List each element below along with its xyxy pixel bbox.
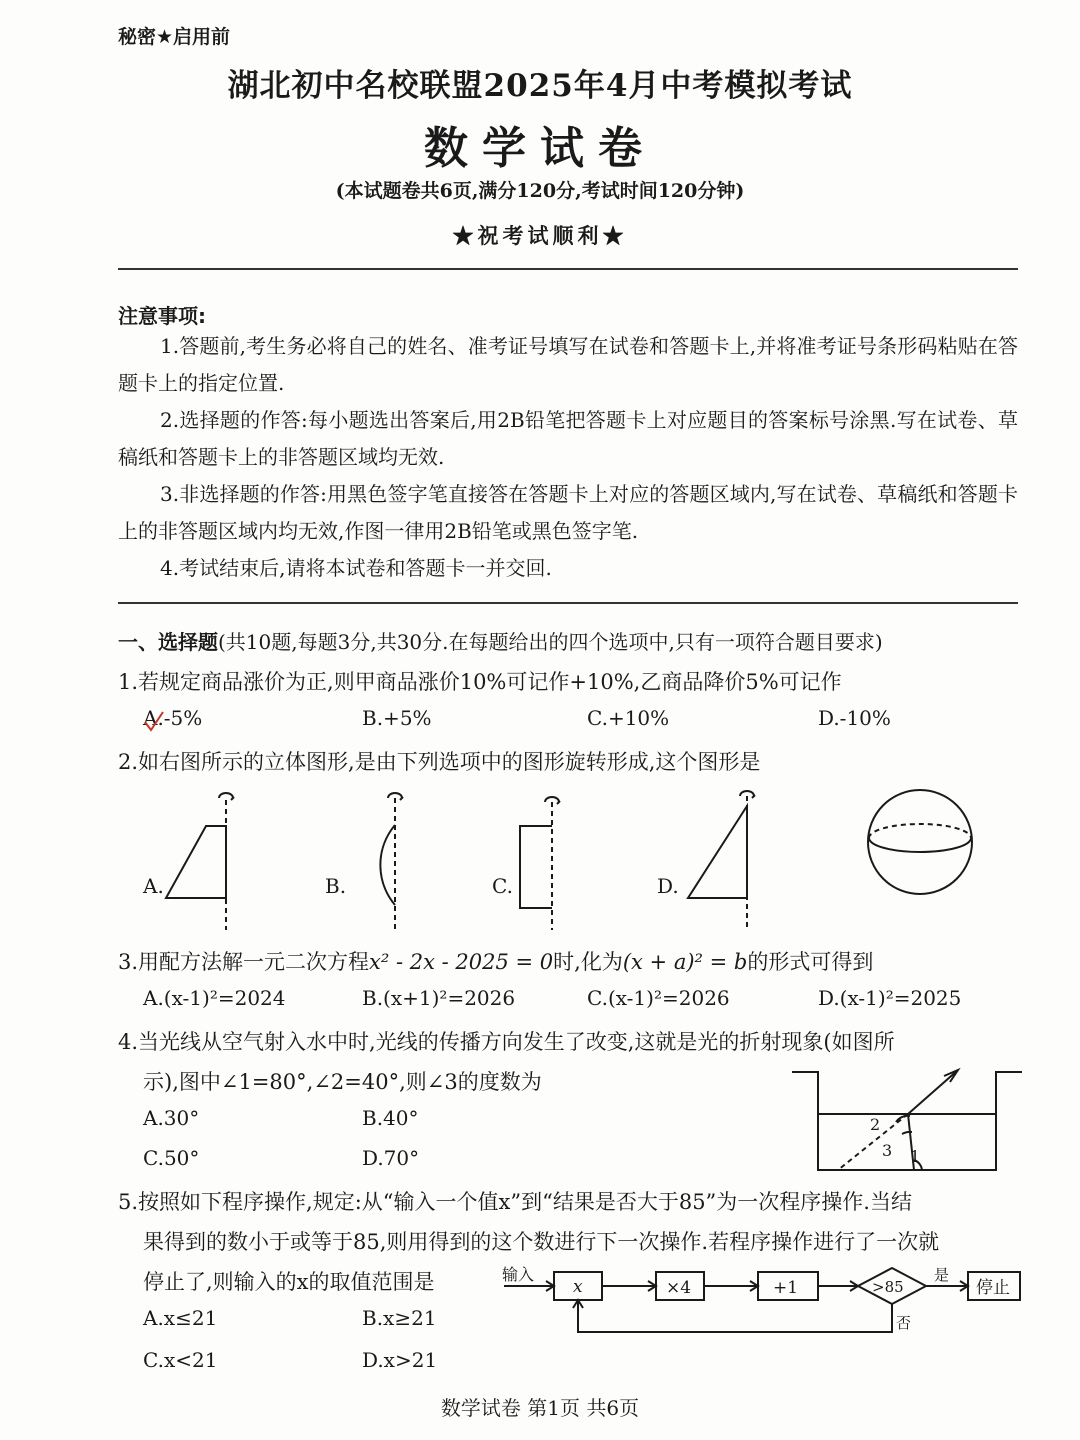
note-item-4: 4.考试结束后,请将本试卷和答题卡一并交回. — [160, 556, 552, 580]
q1-option-a: A.-5% — [143, 706, 203, 730]
q5-option-c: C.x<21 — [143, 1348, 218, 1372]
flow-input-label: 输入 — [502, 1265, 535, 1284]
figure-c-rectangle — [520, 797, 560, 930]
subject-title: 数学试卷 — [424, 123, 656, 174]
exam-title: 湖北初中名校联盟2025年4月中考模拟考试 — [227, 68, 853, 104]
q4-stem-line2: 示),图中∠1=80°,∠2=40°,则∠3的度数为 — [143, 1070, 542, 1094]
q2-option-d: D. — [657, 874, 679, 898]
q2-option-a: A. — [143, 874, 164, 898]
handwritten-check-mark — [143, 706, 173, 736]
figure-b-semicircle — [380, 793, 403, 930]
q1-option-c: C.+10% — [587, 706, 670, 730]
q3-target-form: (x + a)² = b — [622, 950, 748, 974]
flow-no-label: 否 — [896, 1314, 912, 1332]
exam-info: (本试题卷共6页,满分120分,考试时间120分钟) — [335, 180, 745, 202]
q1-stem: 1.若规定商品涨价为正,则甲商品涨价10%可记作+10%,乙商品降价5%可记作 — [118, 670, 842, 694]
q3-option-b: B.(x+1)²=2026 — [362, 986, 516, 1010]
q3-stem — [118, 946, 873, 976]
q2-stem: 2.如右图所示的立体图形,是由下列选项中的图形旋转形成,这个图形是 — [118, 750, 761, 774]
q5-option-b: B.x≥21 — [362, 1306, 437, 1330]
q3-stem-part1: 3.用配方法解一元二次方程 — [118, 950, 370, 974]
flow-box-x-text: x — [573, 1277, 583, 1297]
flow-box-times4-text: ×4 — [666, 1278, 692, 1298]
q3-stem-part2: 时,化为 — [553, 950, 623, 974]
flow-box-plus1-text: +1 — [773, 1278, 799, 1298]
q2-option-c: C. — [492, 874, 513, 898]
q5-option-d: D.x>21 — [362, 1348, 438, 1372]
q1-option-b: B.+5% — [362, 706, 432, 730]
figure-a-trapezoid — [166, 793, 234, 930]
q3-option-a: A.(x-1)²=2024 — [143, 986, 286, 1010]
water-container — [792, 1072, 1022, 1170]
q2-figures — [118, 780, 1018, 940]
figure-d-triangle — [688, 791, 755, 930]
note-item-1: 1.答题前,考生务必将自己的姓名、准考证号填写在试卷和答题卡上,并将准考证号条形码粘贴在答题卡上的指定位置. — [118, 334, 1018, 395]
sphere-figure — [868, 790, 972, 894]
q5-stem-line1: 5.按照如下程序操作,规定:从“输入一个值x”到“结果是否大于85”为一次程序操作.当结 — [118, 1190, 912, 1214]
good-luck-line: ★祝考试顺利★ — [452, 223, 628, 248]
section-title: 一、选择题 — [118, 630, 218, 654]
note-item-3: 3.非选择题的作答:用黑色签字笔直接答在答题卡上对应的答题区域内,写在试卷、草稿纸和答题卡上的非答题区域内均无效,作图一律用2B铅笔或黑色签字笔. — [118, 482, 1018, 543]
confidential-mark: 秘密★启用前 — [118, 26, 231, 48]
angle-label-2: 2 — [870, 1115, 881, 1134]
q3-equation: x² - 2x - 2025 = 0 — [369, 950, 554, 974]
angle-label-3: 3 — [882, 1141, 893, 1160]
q4-option-b: B.40° — [362, 1106, 419, 1130]
q3-option-d: D.(x-1)²=2025 — [818, 986, 962, 1010]
q5-stem-line3: 停止了,则输入的x的取值范围是 — [143, 1270, 435, 1294]
q2-option-b: B. — [325, 874, 347, 898]
angle-label-1: 1 — [910, 1147, 921, 1166]
divider-notes — [118, 602, 1018, 604]
refraction-diagram — [790, 1062, 1030, 1172]
q4-option-d: D.70° — [362, 1146, 420, 1170]
q5-stem-line2: 果得到的数小于或等于85,则用得到的这个数进行下一次操作.若程序操作进行了一次就 — [143, 1230, 940, 1254]
q4-stem-line1: 4.当光线从空气射入水中时,光线的传播方向发生了改变,这就是光的折射现象(如图所 — [118, 1030, 895, 1054]
q4-option-c: C.50° — [143, 1146, 200, 1170]
section-heading — [118, 626, 883, 655]
note-item-2: 2.选择题的作答:每小题选出答案后,用2B铅笔把答题卡上对应题目的答案标号涂黑.写在试卷、草稿纸和答题卡上的非答题区域均无效. — [118, 408, 1018, 469]
divider-top — [118, 268, 1018, 270]
q5-option-a: A.x≤21 — [143, 1306, 218, 1330]
flow-yes-label: 是 — [934, 1266, 950, 1284]
incident-ray — [908, 1070, 958, 1114]
program-flowchart — [498, 1262, 1028, 1342]
q3-stem-part3: 的形式可得到 — [747, 950, 874, 974]
q4-option-a: A.30° — [143, 1106, 200, 1130]
section-desc: (共10题,每题3分,共30分.在每题给出的四个选项中,只有一项符合题目要求) — [218, 630, 883, 654]
notes-heading: 注意事项: — [118, 304, 206, 328]
flow-condition-text: >85 — [872, 1278, 904, 1296]
flow-stop-text: 停止 — [976, 1278, 1010, 1298]
q1-option-d: D.-10% — [818, 706, 891, 730]
page-footer: 数学试卷 第1页 共6页 — [440, 1396, 640, 1420]
q3-option-c: C.(x-1)²=2026 — [587, 986, 730, 1010]
